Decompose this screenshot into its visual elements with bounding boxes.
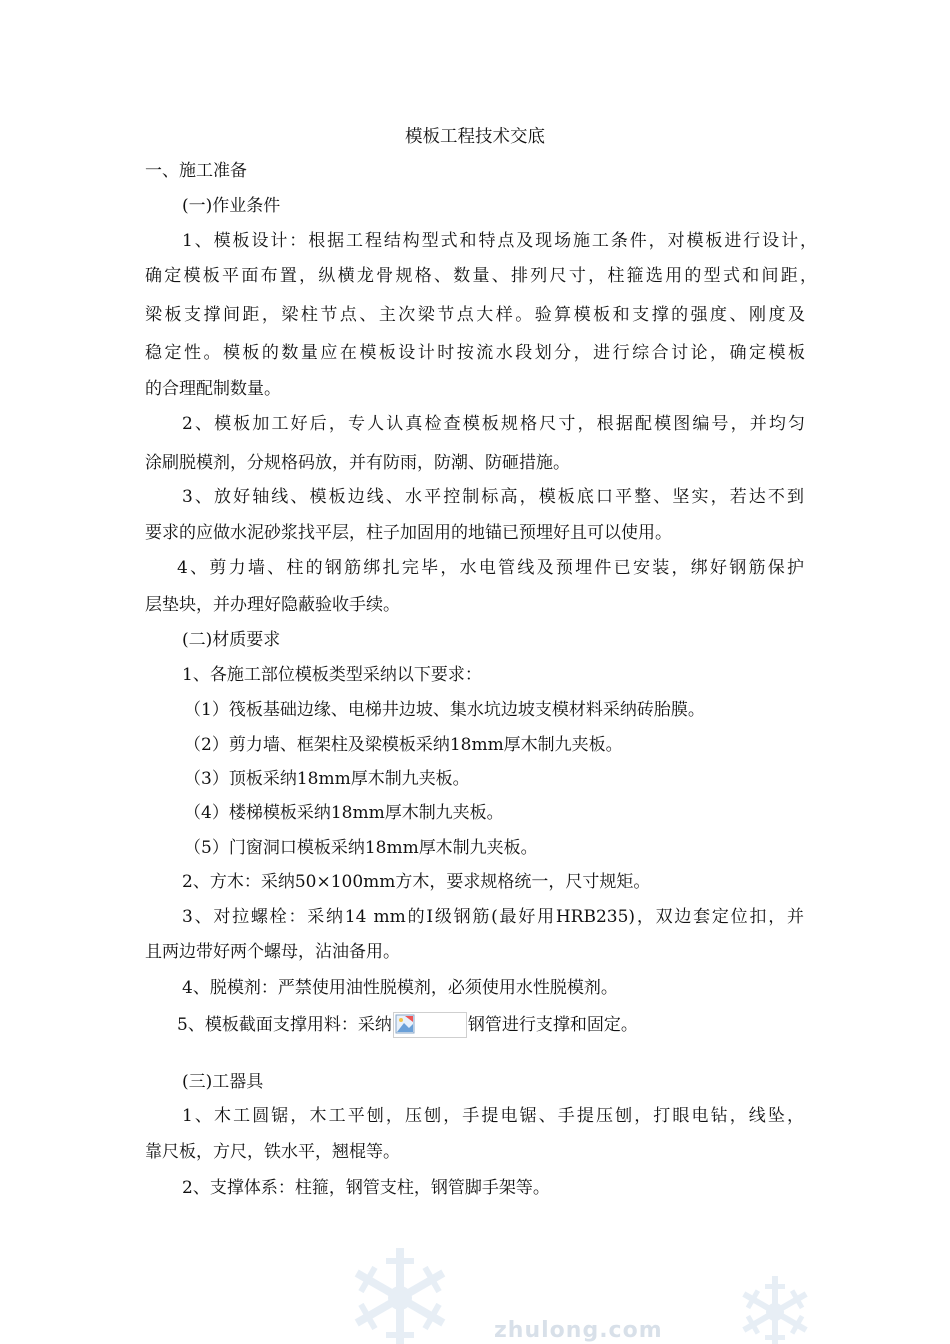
subsection-heading: (二)材质要求 [182, 630, 281, 650]
paragraph-line: 3、对拉螺栓：采纳14 mm的Ⅰ级钢筋(最好用HRB235)，双边套定位扣，并 [182, 907, 804, 927]
paragraph-text: 5、模板截面支撑用料：采纳 [177, 1015, 392, 1035]
subsection-heading: (一)作业条件 [182, 196, 281, 216]
snowflake-watermark-icon [735, 1270, 815, 1344]
paragraph-line: 靠尺板，方尺，铁水平，翘棍等。 [145, 1142, 400, 1162]
paragraph-line: 1、模板设计：根据工程结构型式和特点及现场施工条件，对模板进行设计， [182, 231, 817, 251]
subsection-heading: (三)工器具 [182, 1072, 264, 1092]
section-heading: 一、施工准备 [145, 161, 247, 181]
paragraph-line: 2、方木：采纳50×100mm方木，要求规格统一，尺寸规矩。 [182, 872, 651, 892]
paragraph-line: 1、木工圆锯，木工平刨，压刨，手提电锯、手提压刨，打眼电钻，线坠， [182, 1106, 804, 1126]
paragraph-line: 且两边带好两个螺母，沾油备用。 [145, 942, 400, 962]
paragraph-line: 稳定性。模板的数量应在模板设计时按流水段划分，进行综合讨论，确定模板 [145, 343, 805, 363]
paragraph-line: 3、放好轴线、模板边线、水平控制标高，模板底口平整、坚实，若达不到 [182, 487, 804, 507]
broken-image-icon [393, 1012, 467, 1038]
list-item: （2）剪力墙、框架柱及梁模板采纳18mm厚木制九夹板。 [184, 735, 623, 755]
paragraph-line: 2、模板加工好后，专人认真检查模板规格尺寸，根据配模图编号，并均匀 [182, 414, 805, 434]
list-item: （4）楼梯模板采纳18mm厚木制九夹板。 [184, 803, 504, 823]
paragraph-line: 1、各施工部位模板类型采纳以下要求： [182, 665, 482, 685]
paragraph-line: 梁板支撑间距，梁柱节点、主次梁节点大样。验算模板和支撑的强度、刚度及 [145, 305, 805, 325]
watermark-text: zhulong.com [494, 1318, 663, 1343]
list-item: （5）门窗洞口模板采纳18mm厚木制九夹板。 [184, 838, 538, 858]
snowflake-watermark-icon [345, 1238, 455, 1344]
paragraph-line: 涂刷脱模剂，分规格码放，并有防雨，防潮、防砸措施。 [145, 453, 570, 473]
list-item: （1）筏板基础边缘、电梯井边坡、集水坑边坡支模材料采纳砖胎膜。 [184, 700, 705, 720]
paragraph-line: 要求的应做水泥砂浆找平层，柱子加固用的地锚已预埋好且可以使用。 [145, 523, 672, 543]
paragraph-line: 4、脱模剂：严禁使用油性脱模剂，必须使用水性脱模剂。 [182, 978, 618, 998]
paragraph-line: 层垫块，并办理好隐蔽验收手续。 [145, 595, 400, 615]
paragraph-line: 2、支撑体系：柱箍，钢管支柱，钢管脚手架等。 [182, 1178, 550, 1198]
paragraph-line: 4、剪力墙、柱的钢筋绑扎完毕，水电管线及预埋件已安装，绑好钢筋保护 [177, 558, 804, 578]
paragraph-text: 钢管进行支撑和固定。 [467, 1015, 638, 1035]
paragraph-line: 确定模板平面布置，纵横龙骨规格、数量、排列尺寸，柱箍选用的型式和间距， [145, 266, 817, 286]
paragraph-line: 的合理配制数量。 [145, 379, 281, 399]
list-item: （3）顶板采纳18mm厚木制九夹板。 [184, 769, 470, 789]
document-title: 模板工程技术交底 [405, 127, 545, 147]
paragraph-line [177, 1012, 849, 1038]
